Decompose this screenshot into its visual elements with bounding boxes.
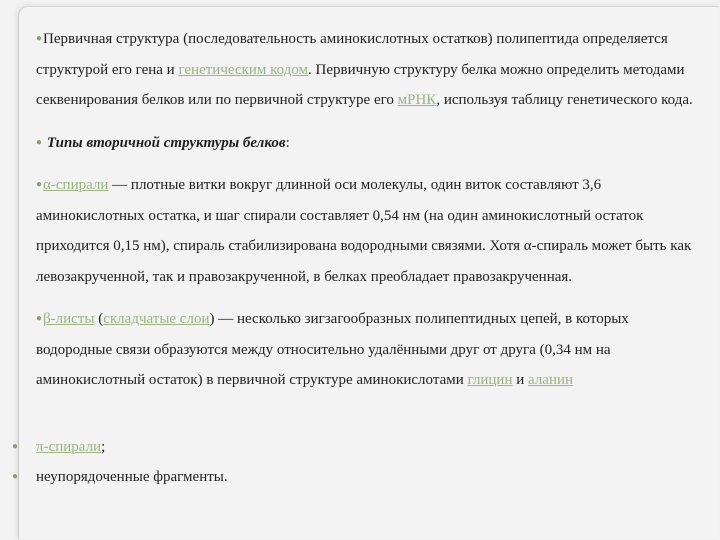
- list-item: [0, 432, 700, 462]
- text: ;: [101, 439, 106, 455]
- text: ) — несколько зигзагообразных полипептидных цепей, в которых водородные связи образуются между относительно удалёнными друг от друга (0,34 нм на аминокислотный остаток) в первичной структуре аминокислотами: [36, 311, 629, 388]
- link-beta-sheets[interactable]: β-листы: [43, 311, 95, 327]
- link-glycine[interactable]: глицин: [467, 372, 513, 388]
- bullet-dot-icon: ●: [36, 136, 43, 148]
- heading-secondary-types: Типы вторичной структуры белков: [46, 134, 286, 151]
- link-pi-helix[interactable]: π-спирали: [36, 439, 102, 455]
- link-mrna[interactable]: мРНК: [397, 92, 437, 108]
- text: , используя таблицу генетического кода.: [436, 92, 693, 108]
- text: и: [512, 372, 529, 388]
- slide-content: [36, 24, 700, 408]
- text: — плотные витки вокруг длинной оси молекулы, один виток составляют 3,6 аминокислотных остатка, и шаг спирали составляет 0,54 нм (на один аминокислотный остаток приходится 0,15 нм), спираль стабилизирована водородными связями. Хотя α-спираль может быть как левозакрученной, так и правозакрученной, в белках преобладает правозакрученная.: [36, 177, 692, 285]
- bullet-list: [0, 432, 700, 492]
- text: . Первичную структуру белка можно определить методами секвенирования белков или по первичной структуре его: [36, 61, 685, 108]
- paragraph-beta-sheets: [36, 304, 700, 396]
- text: Первичная структура (последовательность аминокислотных остатков) полипептида определяется структурой его гена и: [36, 31, 668, 78]
- text: неупорядоченные фрагменты.: [36, 469, 228, 485]
- paragraph-secondary-types: [36, 128, 700, 159]
- bullet-dot-icon: ●: [12, 471, 19, 482]
- link-folded-layers[interactable]: складчатые слои: [103, 311, 210, 327]
- list-item: [0, 462, 700, 492]
- paragraph-alpha-helix: [36, 170, 700, 292]
- paragraph-primary-structure: [36, 24, 700, 116]
- text: :: [285, 134, 290, 151]
- bullet-dot-icon: ●: [36, 33, 43, 44]
- bullet-dot-icon: ●: [36, 179, 43, 190]
- bullet-dot-icon: ●: [36, 313, 43, 324]
- link-alanine[interactable]: аланин: [528, 372, 574, 388]
- link-alpha-helix[interactable]: α-спирали: [43, 177, 109, 193]
- text: (: [94, 311, 104, 327]
- link-genetic-code[interactable]: генетическим кодом: [178, 61, 309, 78]
- bullet-dot-icon: ●: [12, 441, 19, 452]
